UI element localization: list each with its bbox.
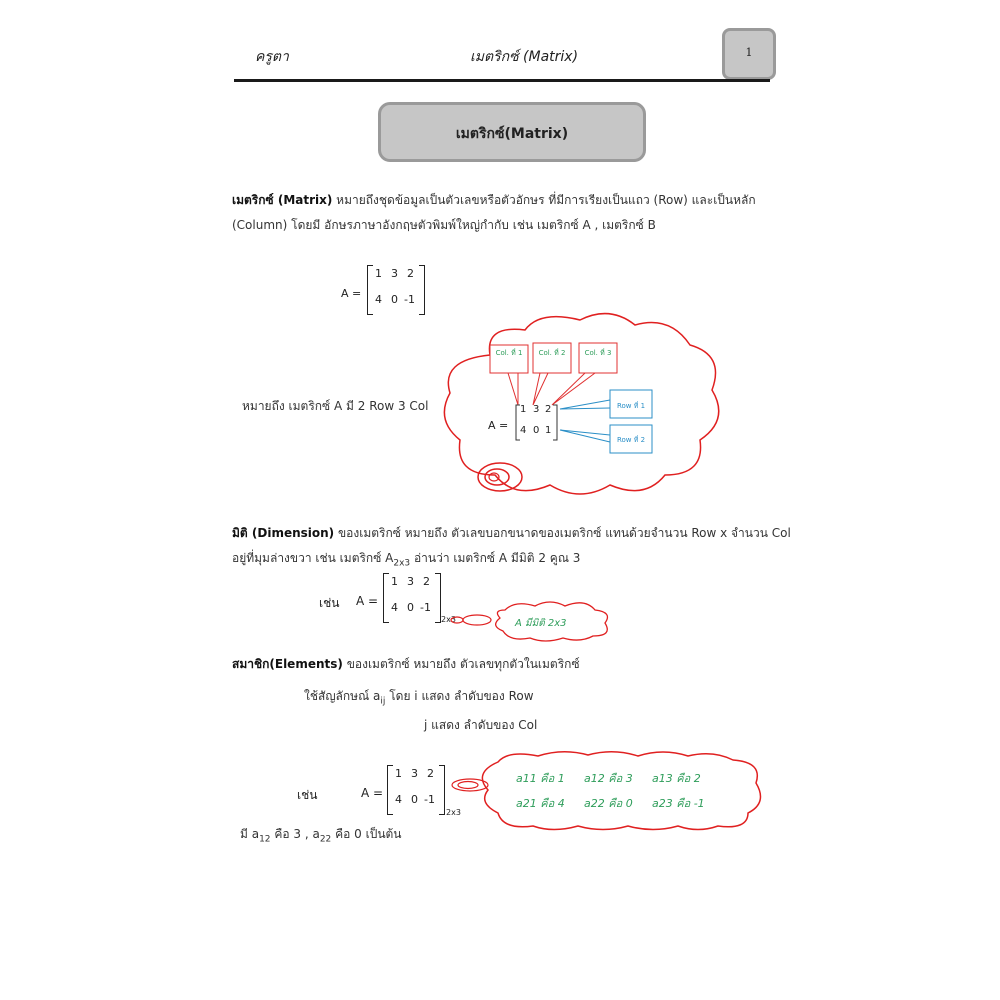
elements-matrix-cell: -1 [424,793,435,806]
elements-example-label: เช่น [297,788,318,802]
dimension-matrix [383,573,441,623]
elements-symbol-b: โดย i แสดง ลำดับของ Row [385,689,534,703]
title-box [378,102,646,162]
matrix1-cell: 0 [391,293,398,306]
col3-pointer [552,373,595,405]
cloud-matrix-cell: 0 [533,425,540,436]
element-a21: a21 คือ 4 [516,797,565,810]
elements-matrix [387,765,445,815]
cloud-matrix-label: A = [488,419,509,432]
dimension-cloud-swirl [451,617,463,623]
intro-line-2: (Column) โดยมี อักษรภาษาอังกฤษตัวพิมพ์ใหญ่กำกับ เช่น เมตริกซ์ A , เมตริกซ์ B [232,218,656,232]
elements-footer-line [240,822,402,852]
dimension-cloud-text: A มีมิติ 2x3 [515,618,567,629]
elements-matrix-cell: 2 [427,767,434,780]
dimension-matrix-cell: 2 [423,575,430,588]
row1-pointer [560,400,610,409]
dimension-line-1-text: ของเมตริกซ์ หมายถึง ตัวเลขบอกขนาดของเมตริกซ์ แทนด้วยจำนวน Row x จำนวน Col [334,526,791,540]
dimension-matrix-cell: 3 [407,575,414,588]
footer-c: คือ 0 เป็นต้น [331,827,402,841]
matrix1-right-bracket [419,265,425,315]
page-title: เมตริกซ์(Matrix) [455,126,569,142]
col1-pointer [508,373,518,405]
dimension-matrix-cell: -1 [420,601,431,614]
cloud-matrix-right-bracket [553,405,557,440]
row2-label: Row ที่ 2 [616,436,646,444]
element-a13: a13 คือ 2 [652,772,701,785]
dimension-line-1 [232,521,792,546]
intro-line-1-text: หมายถึงชุดข้อมูลเป็นตัวเลขหรือตัวอักษร ที่มีการเรียงเป็นแถว (Row) และเป็นหลัก [332,193,756,207]
dimension-subscript: 2x3 [441,615,456,624]
matrix1-cell: 1 [375,267,382,280]
matrix1 [367,265,425,315]
elements-matrix-label: A = [361,786,384,800]
row-col-cloud [430,305,730,505]
matrix1-left-bracket [367,265,373,315]
elements-cloud [448,748,773,833]
elements-term: สมาชิก(Elements) [232,657,343,671]
elements-cloud-swirl [452,779,488,791]
element-a11: a11 คือ 1 [516,772,565,785]
matrix1-cell: 2 [407,267,414,280]
elements-matrix-cell: 3 [411,767,418,780]
elements-symbol-line [304,684,534,714]
dimension-cloud-swirl [463,615,491,625]
intro-paragraph [232,188,792,238]
dimension-term: มิติ (Dimension) [232,526,335,540]
intro-line-1 [232,188,792,213]
dimension-matrix-cell: 4 [391,601,398,614]
dimension-example-label: เช่น [319,596,340,610]
dimension-line-2-b: อ่านว่า เมตริกซ์ A มีมิติ 2 คูณ 3 [410,551,581,565]
author-name: ครูตา [255,49,289,65]
cloud-matrix-cell: 4 [520,425,527,436]
cloud-matrix-cell: 1 [520,404,527,415]
row2-pointer [560,430,610,442]
cloud-matrix-cell: 2 [545,404,552,415]
footer-a: มี a [240,827,260,841]
elements-line-1-text: ของเมตริกซ์ หมายถึง ตัวเลขทุกตัวในเมตริกซ์ [342,657,580,671]
header-rule [234,79,770,82]
dimension-paragraph [232,521,792,576]
dimension-matrix-cell: 1 [391,575,398,588]
dimension-matrix-left-bracket [383,573,389,623]
elements-matrix-left-bracket [387,765,393,815]
dimension-line-2-sub: 2x3 [393,558,411,569]
intro-term: เมตริกซ์ (Matrix) [232,193,333,207]
col3-label: Col. ที่ 3 [584,349,612,357]
col2-pointer [533,373,548,405]
elements-symbol-a: ใช้สัญลักษณ์ a [304,689,381,703]
elements-symbol-sub: ij [380,696,386,707]
elements-subscript: 2x3 [446,808,461,817]
page-number: 1 [745,46,753,59]
page-number-box [722,28,776,80]
elements-matrix-cell: 4 [395,793,402,806]
matrix1-label: A = [341,287,362,300]
cloud-matrix-cell: 1 [545,425,552,436]
elements-line-3: j แสดง ลำดับของ Col [424,718,538,732]
matrix1-cell: 3 [391,267,398,280]
elements-matrix-cell: 1 [395,767,402,780]
elements-paragraph [232,652,792,677]
dimension-matrix-label: A = [356,594,379,608]
col1-label: Col. ที่ 1 [495,349,523,357]
dimension-line-2 [232,546,792,576]
element-a22: a22 คือ 0 [584,797,633,810]
dimension-line-2-a: อยู่ที่มุมล่างขวา เช่น เมตริกซ์ A [232,551,394,565]
matrix1-meaning: หมายถึง เมตริกซ์ A มี 2 Row 3 Col [242,399,429,413]
footer-sub2: 22 [319,834,332,845]
matrix1-cell: -1 [404,293,415,306]
matrix1-cell: 4 [375,293,382,306]
row1-label: Row ที่ 1 [616,402,646,410]
elements-cloud-outline [482,752,760,830]
footer-sub1: 12 [259,834,271,845]
header-title: เมตริกซ์ (Matrix) [470,49,579,65]
footer-b: คือ 3 , a [270,827,320,841]
dimension-matrix-cell: 0 [407,601,414,614]
elements-matrix-cell: 0 [411,793,418,806]
cloud-matrix-cell: 3 [533,404,540,415]
col2-label: Col. ที่ 2 [538,349,566,357]
element-a12: a12 คือ 3 [584,772,633,785]
element-a23: a23 คือ -1 [652,797,705,810]
elements-cloud-swirl [458,782,478,789]
elements-matrix-right-bracket [439,765,445,815]
